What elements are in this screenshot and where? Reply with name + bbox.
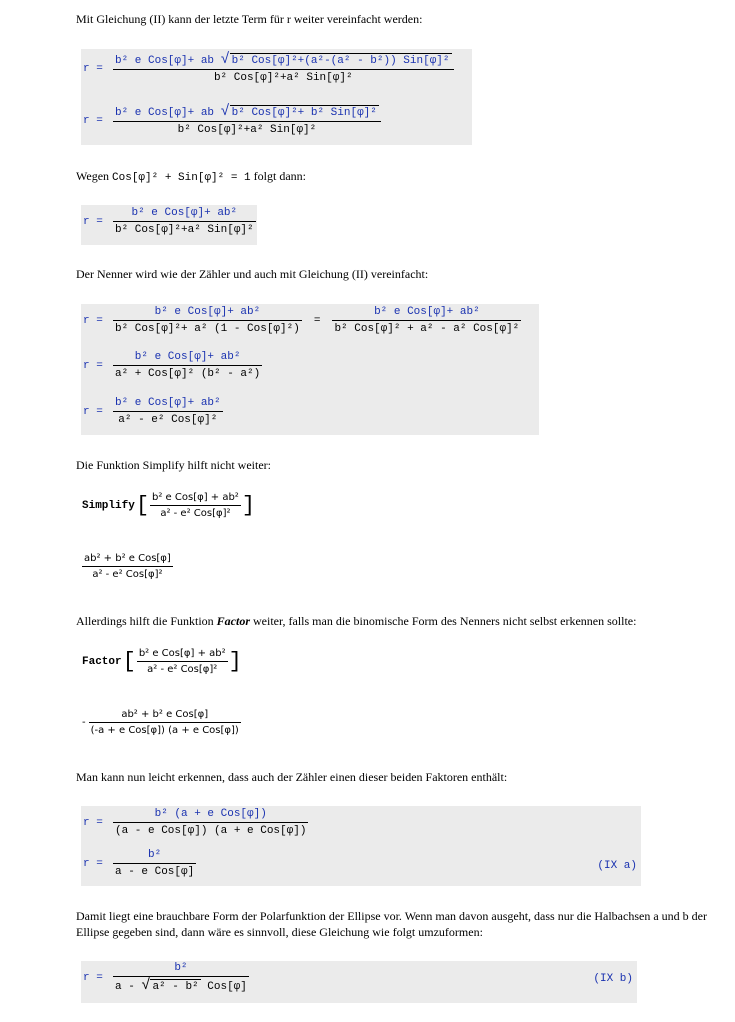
denominator: a - √ a² - b² Cos[φ] [115,977,247,994]
equation-lhs: r = [83,114,103,127]
equation-lhs: r = [83,314,103,327]
equals-sign: = [313,314,321,327]
denominator: b² Cos[φ]²+a² Sin[φ]² [177,124,317,136]
fraction [113,53,454,84]
sqrt: √ a² - b² [141,977,199,994]
denominator: a² - e² Cos[φ]² [92,569,163,580]
equation-lhs: r = [83,971,103,984]
equation-lhs: r = [83,857,103,870]
bracket-close: ] [241,492,256,518]
denominator: (-a + e Cos[φ]) (a + e Cos[φ]) [90,725,239,736]
fraction [82,553,173,580]
denominator: a² - e² Cos[φ]² [160,508,231,519]
fraction [113,397,223,426]
equation-lhs: r = [83,816,103,829]
numerator: b² (a + e Cos[φ]) [154,808,267,820]
numerator: b² [148,849,162,861]
inline-identity: Cos[φ]² + Sin[φ]² = 1 [112,172,251,184]
simplify-output-cell [82,553,173,580]
denominator: b² Cos[φ]² + a² - a² Cos[φ]² [334,323,520,335]
fraction [137,648,228,675]
numerator: b² e Cos[φ]+ ab √ b² Cos[φ]²+ b² Sin[φ]² [115,103,377,120]
math-box-2 [81,205,257,245]
numerator: ab² + b² e Cos[φ] [121,709,209,720]
numerator: b² e Cos[φ]+ ab² [115,397,221,409]
sqrt: √ b² Cos[φ]²+ b² Sin[φ]² [220,103,377,120]
equation-lhs: r = [83,405,103,418]
numerator: b² e Cos[φ]+ ab² [374,306,480,318]
bracket-close: ] [228,648,242,674]
equation-row [83,962,249,993]
numerator: b² e Cos[φ]+ ab √ b² Cos[φ]²+(a²-(a² - b²)) Sin[φ]² [115,51,450,68]
equation-row-1 [83,306,521,335]
factor-emphasis: Factor [216,614,251,628]
denominator: a² - e² Cos[φ]² [118,414,218,426]
equation-tag-ixb: (IX b) [593,973,633,985]
equation-tag-ixa: (IX a) [597,860,637,872]
paragraph-wegen: Wegen Cos[φ]² + Sin[φ]² = 1 folgt dann: [76,169,306,184]
numerator: b² e Cos[φ] + ab² [152,492,239,503]
fraction [332,306,521,335]
paragraph-factor: Allerdings hilft die Funktion Factor weiter, falls man die binomische Form des Nenners nicht selbst erkennen sollte: [76,614,637,628]
minus-sign: - [82,717,86,728]
bracket-open: [ [135,492,150,518]
numerator: b² e Cos[φ] + ab² [138,648,226,659]
fraction [113,849,196,878]
numerator: b² e Cos[φ]+ ab² [154,306,261,318]
denominator: b² Cos[φ]²+ a² (1 - Cos[φ]²) [115,323,300,335]
factor-input-cell[interactable] [82,648,243,675]
equation-lhs: r = [83,62,103,75]
paragraph-polarfunktion: Damit liegt eine brauchbare Form der Polarfunktion der Ellipse vor. Wenn man davon ausgeht, dass nur die Halbachsen a und b der Ellipse gegeben sind, dann wäre es sinnvoll, diese Gleichung wie folgt umzuformen: [76,909,707,939]
fraction [113,306,302,335]
fraction [113,105,381,136]
denominator: b² Cos[φ]²+a² Sin[φ]² [115,224,254,236]
fraction [150,492,241,519]
equation-row-2 [83,849,196,878]
math-box-3 [81,304,539,435]
fraction [113,351,262,380]
numerator: ab² + b² e Cos[φ] [84,553,171,564]
equation-lhs: r = [83,359,103,372]
denominator: a² - e² Cos[φ]² [147,664,218,675]
denominator: a - e Cos[φ] [115,866,195,878]
denominator: (a - e Cos[φ]) (a + e Cos[φ]) [115,825,307,837]
fraction [113,808,308,837]
denominator: a² + Cos[φ]² (b² - a²) [115,368,261,380]
equation-row-1 [83,53,454,84]
equation-row-3 [83,397,223,426]
function-name: Factor [82,655,122,668]
bracket-open: [ [122,648,136,674]
equation-row [83,207,256,236]
numerator: b² [174,962,188,974]
sqrt: √ b² Cos[φ]²+(a²-(a² - b²)) Sin[φ]² [220,51,450,68]
math-box-4 [81,806,641,886]
paragraph-intro: Mit Gleichung (II) kann der letzte Term für r weiter vereinfacht werden: [76,12,423,26]
paragraph-faktoren: Man kann nun leicht erkennen, dass auch der Zähler einen dieser beiden Faktoren enthält: [76,770,508,784]
denominator: b² Cos[φ]²+a² Sin[φ]² [213,72,353,84]
math-box-1 [81,49,472,145]
equation-row-2 [83,105,381,136]
equation-row-2 [83,351,262,380]
fraction [89,709,241,736]
numerator: b² e Cos[φ]+ ab² [134,351,241,363]
numerator: b² e Cos[φ]+ ab² [131,207,238,219]
equation-lhs: r = [83,215,103,228]
fraction [113,962,249,993]
paragraph-simplify: Die Funktion Simplify hilft nicht weiter: [76,458,271,472]
equation-row-1 [83,808,308,837]
paragraph-nenner: Der Nenner wird wie der Zähler und auch mit Gleichung (II) vereinfacht: [76,267,429,281]
function-name: Simplify [82,499,135,512]
math-box-5 [81,961,637,1003]
simplify-input-cell[interactable] [82,492,256,519]
fraction [113,207,256,236]
factor-output-cell [82,709,241,736]
